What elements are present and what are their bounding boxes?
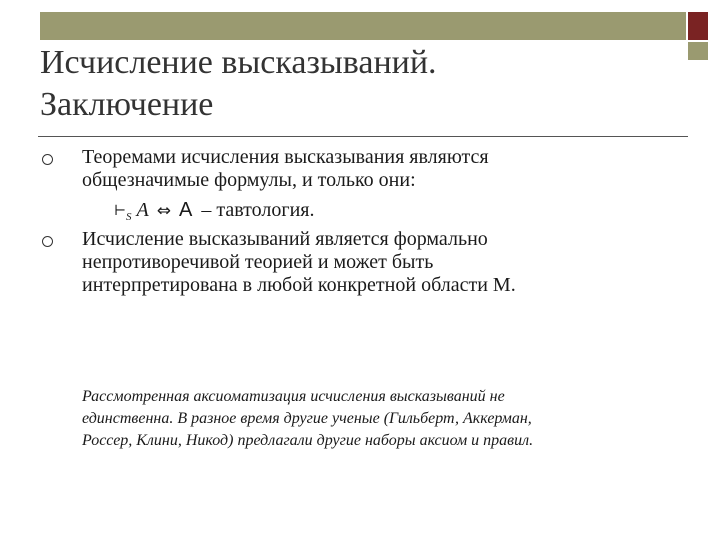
bullet-text-line: интерпретирована в любой конкретной области М.	[82, 274, 516, 296]
note-line: Рассмотренная аксиоматизация исчисления высказываний не	[82, 388, 505, 405]
header-bar	[40, 12, 686, 40]
formula-rest: – тавтология.	[201, 199, 315, 221]
note-line: Россер, Клини, Никод) предлагали другие наборы аксиом и правил.	[82, 432, 534, 449]
bullet-text-line: общезначимые формулы, и только они:	[82, 169, 416, 191]
formula	[114, 198, 314, 229]
bullet-circle-icon	[42, 154, 53, 165]
closing-note	[82, 386, 682, 452]
title-divider	[38, 136, 688, 137]
bullet-circle-icon	[42, 236, 53, 247]
equivalence-symbol: ⇔	[156, 201, 172, 221]
bullet-text-line: непротиворечивой теорией и может быть	[82, 251, 434, 273]
formula-var-left: A	[136, 199, 149, 221]
formula-var-right: А	[179, 199, 193, 221]
turnstile-symbol: ⊢	[114, 204, 127, 219]
formula-subscript: S	[126, 211, 132, 223]
header-accent-small-square	[688, 42, 708, 60]
bullet-text-line: Теоремами исчисления высказывания являются	[82, 146, 489, 168]
bullet-text-line: Исчисление высказываний является формально	[82, 228, 488, 250]
note-line: единственна. В разное время другие ученые (Гильберт, Аккерман,	[82, 410, 532, 427]
title-line: Заключение	[40, 86, 214, 123]
title-line: Исчисление высказываний.	[40, 44, 437, 81]
header-accent-square	[688, 12, 708, 40]
bullet-item-theorems	[82, 146, 682, 192]
slide-title	[40, 42, 680, 126]
bullet-item-consistency	[82, 228, 682, 297]
